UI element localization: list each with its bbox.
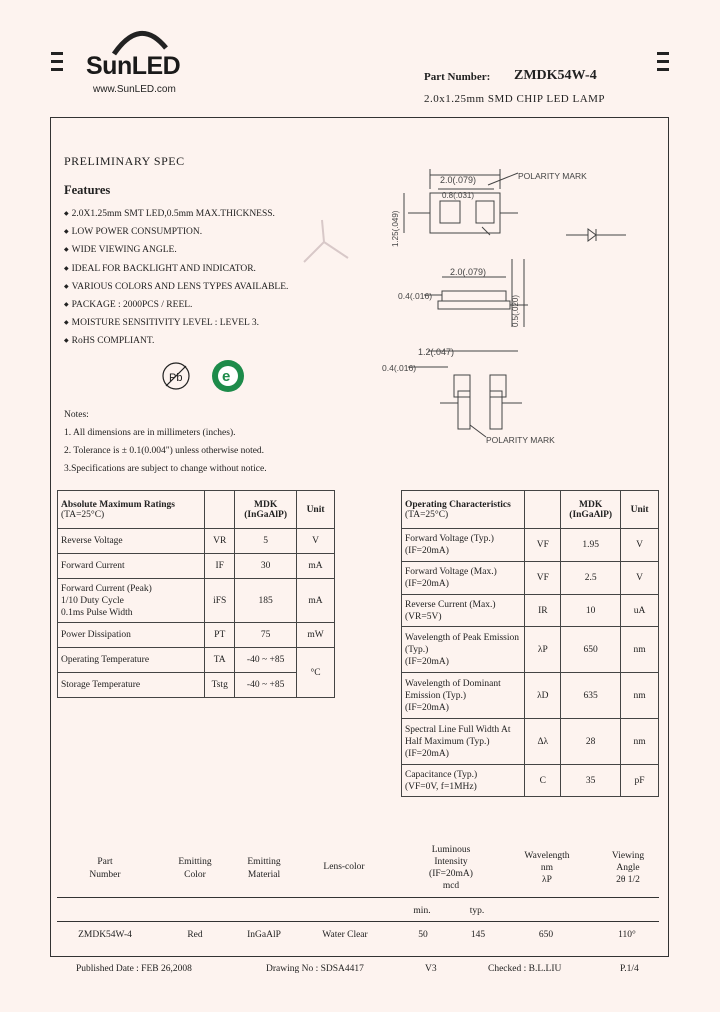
abs-sym: iFS bbox=[205, 579, 235, 623]
sel-min: min. bbox=[413, 906, 431, 916]
side-view-body bbox=[442, 291, 506, 301]
op-cond-row: (IF=20mA) bbox=[405, 702, 449, 713]
op-sym: C bbox=[525, 765, 561, 797]
op-unit: V bbox=[621, 529, 659, 562]
op-param: Wavelength of Dominant Emission (Typ.) bbox=[405, 678, 501, 701]
op-val: 10 bbox=[561, 595, 621, 627]
op-col-mat: (InGaAlP) bbox=[569, 509, 613, 520]
abs-param3: 0.1ms Pulse Width bbox=[61, 607, 133, 618]
op-param: Forward Voltage (Max.) bbox=[405, 567, 497, 577]
op-val: 28 bbox=[561, 719, 621, 765]
pb-free-icon bbox=[160, 360, 192, 392]
sel-part: ZMDK54W-4 bbox=[78, 930, 132, 940]
feature-item: ◆ RoHS COMPLIANT. bbox=[64, 334, 288, 352]
op-param: Reverse Current (Max.) bbox=[405, 599, 496, 610]
abs-val: 75 bbox=[235, 623, 297, 648]
abs-sym: VR bbox=[205, 529, 235, 554]
sel-h-viewing: Viewing Angle 2θ 1/2 bbox=[611, 851, 645, 885]
logo-arc-icon bbox=[110, 22, 170, 56]
abs-unit: mA bbox=[297, 554, 335, 579]
abs-val: -40 ~ +85 bbox=[235, 648, 297, 673]
rohs-e-icon bbox=[210, 358, 246, 394]
sel-h-lens: Lens-color bbox=[323, 862, 365, 872]
op-unit: nm bbox=[621, 719, 659, 765]
abs-unit: °C bbox=[297, 648, 335, 698]
sel-divider bbox=[57, 921, 659, 922]
abs-unit: mA bbox=[297, 579, 335, 623]
table-row bbox=[58, 673, 335, 698]
footer-drawing: Drawing No : SDSA4417 bbox=[266, 964, 364, 974]
polarity-top: POLARITY MARK bbox=[518, 171, 587, 181]
note-item: 1. All dimensions are in millimeters (inches). bbox=[64, 428, 236, 438]
op-param: Spectral Line Full Width At Half Maximum (Typ.) bbox=[405, 724, 511, 747]
abs-param: Operating Temperature bbox=[58, 648, 205, 673]
op-cond-row: (VR=5V) bbox=[405, 611, 442, 622]
table-row bbox=[58, 648, 335, 673]
abs-col-mdk: MDK bbox=[254, 499, 278, 510]
op-val: 35 bbox=[561, 765, 621, 797]
abs-col-unit: Unit bbox=[297, 491, 335, 529]
op-col-unit: Unit bbox=[621, 491, 659, 529]
table-row bbox=[402, 627, 659, 673]
logo: SunLED bbox=[86, 52, 181, 80]
abs-unit: mW bbox=[297, 623, 335, 648]
op-char-table bbox=[401, 490, 659, 797]
table-row bbox=[402, 595, 659, 627]
abs-sym: PT bbox=[205, 623, 235, 648]
abs-sym: IF bbox=[205, 554, 235, 579]
op-sym: λD bbox=[525, 673, 561, 719]
feature-item: ◆ VARIOUS COLORS AND LENS TYPES AVAILABLE. bbox=[64, 280, 288, 298]
abs-param: Forward Current bbox=[58, 554, 205, 579]
table-row bbox=[402, 719, 659, 765]
pb-text: Pb bbox=[169, 372, 183, 384]
sel-color: Red bbox=[187, 930, 203, 940]
footer-published: Published Date : FEB 26,2008 bbox=[76, 964, 192, 974]
footer-checked: Checked : B.L.LIU bbox=[488, 964, 562, 974]
table-row bbox=[402, 529, 659, 562]
e-text: e bbox=[222, 368, 231, 385]
dim-top2: 0.8(.031) bbox=[442, 191, 475, 200]
note-item: 3.Specifications are subject to change without notice. bbox=[64, 464, 267, 474]
sel-wl-val: 650 bbox=[538, 930, 554, 940]
part-number: ZMDK54W-4 bbox=[514, 68, 597, 83]
sel-h-color: Emitting Color bbox=[178, 857, 212, 880]
sel-h-material: Emitting Material bbox=[247, 857, 281, 880]
part-subtitle: 2.0x1.25mm SMD CHIP LED LAMP bbox=[424, 93, 606, 105]
sel-h-luminous: Luminous Intensity (IF=20mA) mcd bbox=[429, 845, 473, 891]
dim-bot2: 0.4(.016) bbox=[382, 363, 417, 373]
op-unit: nm bbox=[621, 673, 659, 719]
abs-param: Power Dissipation bbox=[58, 623, 205, 648]
op-val: 2.5 bbox=[561, 562, 621, 595]
features-list bbox=[64, 207, 288, 353]
note-item: 2. Tolerance is ± 0.1(0.004") unless otherwise noted. bbox=[64, 446, 265, 456]
table-row bbox=[58, 579, 335, 623]
op-sym: IR bbox=[525, 595, 561, 627]
sel-typ-val: 145 bbox=[470, 930, 486, 940]
feature-item: ◆ IDEAL FOR BACKLIGHT AND INDICATOR. bbox=[64, 262, 288, 280]
polarity-bottom: POLARITY MARK bbox=[486, 435, 555, 445]
part-number-label: Part Number: bbox=[424, 71, 491, 83]
feature-item: ◆ PACKAGE : 2000PCS / REEL. bbox=[64, 298, 288, 316]
dim-mid: 2.0(.079) bbox=[450, 267, 487, 277]
op-sym: Δλ bbox=[525, 719, 561, 765]
table-row bbox=[58, 554, 335, 579]
sel-h-wavelength: Wavelength nm λP bbox=[524, 851, 570, 885]
abs-sym: Tstg bbox=[205, 673, 235, 698]
abs-param2: 1/10 Duty Cycle bbox=[61, 595, 124, 606]
table-row bbox=[58, 623, 335, 648]
abs-col-mat: (InGaAlP) bbox=[244, 509, 287, 520]
op-sym: λP bbox=[525, 627, 561, 673]
features-title: Features bbox=[64, 183, 111, 197]
abs-param: Reverse Voltage bbox=[58, 529, 205, 554]
watermark-icon bbox=[296, 212, 356, 272]
op-cond-row: (VF=0V, f=1MHz) bbox=[405, 781, 477, 792]
abs-param: Storage Temperature bbox=[58, 673, 205, 698]
op-param: Wavelength of Peak Emission (Typ.) bbox=[405, 632, 520, 655]
abs-param: Forward Current (Peak) bbox=[61, 583, 152, 594]
package-drawing bbox=[378, 155, 640, 455]
right-margin-mark bbox=[657, 52, 669, 76]
logo-url: www.SunLED.com bbox=[93, 84, 176, 95]
op-cond: (TA=25°C) bbox=[405, 509, 449, 520]
abs-cond: (TA=25°C) bbox=[61, 509, 105, 520]
left-margin-mark bbox=[51, 52, 63, 76]
notes bbox=[64, 408, 267, 480]
sel-divider bbox=[57, 897, 659, 898]
table-row bbox=[58, 529, 335, 554]
feature-item: ◆ WIDE VIEWING ANGLE. bbox=[64, 243, 288, 261]
op-param: Capacitance (Typ.) bbox=[405, 769, 478, 780]
abs-unit: V bbox=[297, 529, 335, 554]
op-title: Operating Characteristics bbox=[405, 499, 511, 510]
op-sym: VF bbox=[525, 562, 561, 595]
op-cond-row: (IF=20mA) bbox=[405, 748, 449, 759]
dim-bot: 1.2(.047) bbox=[418, 347, 455, 357]
dim-side: 1.25(.049) bbox=[391, 210, 400, 247]
abs-sym: TA bbox=[205, 648, 235, 673]
op-sym: VF bbox=[525, 529, 561, 562]
op-col-mdk: MDK bbox=[579, 499, 603, 510]
op-unit: nm bbox=[621, 627, 659, 673]
abs-val: -40 ~ +85 bbox=[235, 673, 297, 698]
feature-item: ◆ 2.0X1.25mm SMT LED,0.5mm MAX.THICKNESS. bbox=[64, 207, 288, 225]
spec-title: PRELIMINARY SPEC bbox=[64, 154, 185, 168]
sel-angle-val: 110° bbox=[618, 930, 636, 940]
op-unit: uA bbox=[621, 595, 659, 627]
footer-page: P.1/4 bbox=[620, 964, 639, 974]
op-val: 635 bbox=[561, 673, 621, 719]
op-cond-row: (IF=20mA) bbox=[405, 656, 449, 667]
op-unit: pF bbox=[621, 765, 659, 797]
notes-title: Notes: bbox=[64, 410, 89, 420]
footer-version: V3 bbox=[425, 964, 437, 974]
op-unit: V bbox=[621, 562, 659, 595]
op-cond-row: (IF=20mA) bbox=[405, 579, 449, 589]
abs-val: 30 bbox=[235, 554, 297, 579]
sel-h-part: Part Number bbox=[89, 857, 121, 880]
op-val: 1.95 bbox=[561, 529, 621, 562]
abs-val: 185 bbox=[235, 579, 297, 623]
table-row bbox=[402, 562, 659, 595]
sel-lens: Water Clear bbox=[322, 930, 368, 940]
abs-title: Absolute Maximum Ratings bbox=[61, 499, 176, 510]
dim-left: 0.4(.016) bbox=[398, 291, 433, 301]
dim-right: 0.5(.020) bbox=[511, 294, 520, 327]
feature-item: ◆ LOW POWER CONSUMPTION. bbox=[64, 225, 288, 243]
op-cond-row: (IF=20mA) bbox=[405, 546, 449, 556]
abs-val: 5 bbox=[235, 529, 297, 554]
op-param: Forward Voltage (Typ.) bbox=[405, 534, 494, 544]
sel-min-val: 50 bbox=[418, 930, 428, 940]
table-row bbox=[402, 765, 659, 797]
sel-typ: typ. bbox=[469, 906, 485, 916]
abs-max-table bbox=[57, 490, 335, 698]
op-val: 650 bbox=[561, 627, 621, 673]
table-row bbox=[402, 673, 659, 719]
dim-top: 2.0(.079) bbox=[440, 175, 477, 185]
sel-material: InGaAlP bbox=[247, 930, 281, 940]
feature-item: ◆ MOISTURE SENSITIVITY LEVEL : LEVEL 3. bbox=[64, 316, 288, 334]
